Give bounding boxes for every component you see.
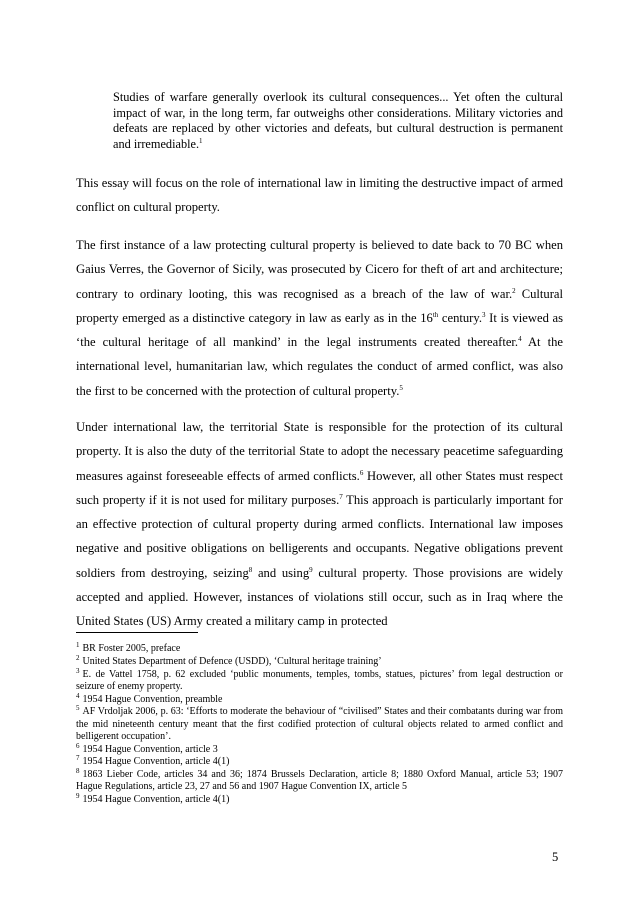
footnote xyxy=(76,666,563,693)
footnote-text: BR Foster 2005, preface xyxy=(82,643,181,654)
paragraph-history xyxy=(76,233,563,403)
paragraph-text: century. xyxy=(438,310,483,325)
footnote-divider xyxy=(76,632,198,633)
paragraph-text: This essay will focus on the role of international law in limiting the destructive impact of armed conflict on cultural property. xyxy=(76,176,563,215)
paragraph-text: This approach is particularly important for an effective protection of cultural property during armed conflicts. International law imposes negative and positive obligations on belligerents and occupants. Negative obligations prevent soldiers from destroying, seizing xyxy=(76,492,563,580)
footnote-ref: 7 xyxy=(339,492,343,501)
block-quote xyxy=(113,90,563,152)
footnote xyxy=(76,643,563,655)
footnote-number: 9 xyxy=(76,792,80,801)
footnote-number: 3 xyxy=(76,666,80,675)
footnote-number: 2 xyxy=(76,653,80,662)
footnote xyxy=(76,706,563,743)
footnote-number: 5 xyxy=(76,704,80,713)
paragraph-text: At the international level, humanitarian law, which regulates the conduct of armed conflict, was also the first to be concerned with the protection of cultural property. xyxy=(76,335,563,398)
footnote xyxy=(76,691,563,706)
footnote-text: 1954 Hague Convention, article 3 xyxy=(82,743,218,755)
footnote-ref: 8 xyxy=(248,565,253,574)
footnote-number: 8 xyxy=(76,767,80,776)
footnote-ref: 9 xyxy=(309,565,313,574)
footnote-ref: 3 xyxy=(482,310,486,319)
footnotes xyxy=(76,643,563,807)
footnote-number: 4 xyxy=(76,691,80,700)
footnote xyxy=(76,794,563,806)
footnote-text: 1863 Lieber Code, articles 34 and 36; 1874 Brussels Declaration, article 8; 1880 Oxford Manual, article 53; 1907 Hague Regulations, article 23, 27 and 56 and 1907 Hague Convention IX, article 5 xyxy=(76,769,563,793)
quote-text: Studies of warfare generally overlook its cultural consequences... Yet often the cultural impact of war, in the long term, far outweighs other considerations. Military victories and defeats are replaced by other victories and defeats, but cultural destruction is permanent and irremediable. xyxy=(113,90,563,151)
footnote-ref: 2 xyxy=(512,286,516,295)
footnote-text: United States Department of Defence (USDD), ‘Cultural heritage training’ xyxy=(82,655,382,667)
ordinal-suffix: th xyxy=(432,310,439,319)
footnote-text: AF Vrdoljak 2006, p. 63: ‘Efforts to moderate the behaviour of “civilised” States and their combatants during war from the mid nineteenth century meant that the first codified protection of cultural objects related to armed conflict and belligerent occupation’. xyxy=(76,706,563,742)
footnote xyxy=(76,769,563,793)
footnote-text: E. de Vattel 1758, p. 62 excluded ‘public monuments, temples, tombs, statues, pictures’ from legal destruction or seizure of enemy property. xyxy=(76,668,563,692)
footnote-ref: 5 xyxy=(399,383,403,392)
paragraph-text: Under international law, the territorial State is responsible for the protection of its cultural property. It is also the duty of the territorial State to adopt the necessary peacetime safeguarding measures against foreseeable effects of armed conflicts. xyxy=(76,420,563,483)
paragraph-international-law xyxy=(76,415,563,634)
paragraph-intro xyxy=(76,171,563,220)
paragraph-text: However, all other States must respect such property if it is not used for military purposes. xyxy=(76,468,563,507)
footnote xyxy=(76,653,563,668)
footnote-number: 6 xyxy=(76,741,80,750)
paragraph-text: and using xyxy=(252,565,310,580)
footnote-ref: 4 xyxy=(518,335,522,344)
footnote xyxy=(76,741,563,756)
footnote-number: 7 xyxy=(76,754,80,763)
footnote-text: 1954 Hague Convention, preamble xyxy=(82,693,223,705)
paragraph-text: cultural property. Those provisions are widely accepted and applied. However, instances of violations still occur, such as in Iraq where the United States (US) Army created a military camp in protected xyxy=(76,565,564,629)
footnote-ref: 1 xyxy=(199,136,203,145)
footnote-text: 1954 Hague Convention, article 4(1) xyxy=(82,756,230,768)
footnote-text: 1954 Hague Convention, article 4(1) xyxy=(82,794,230,806)
paragraph-text: It is viewed as ‘the cultural heritage of all mankind’ in the legal instruments created thereafter. xyxy=(76,310,563,350)
page-number: 5 xyxy=(552,850,559,864)
footnote-number: 1 xyxy=(76,641,80,649)
footnote-ref: 6 xyxy=(359,468,364,477)
footnote xyxy=(76,756,563,768)
paragraph-text: The first instance of a law protecting cultural property is believed to date back to 70 BC when Gaius Verres, the Governor of Sicily, was prosecuted by Cicero for theft of art and architecture; contrary to ordinary looting, this was recognised as a breach of the law of war. xyxy=(76,238,563,301)
paragraph-text: Cultural property emerged as a distinctive category in law as early as in the 16 xyxy=(76,286,563,325)
